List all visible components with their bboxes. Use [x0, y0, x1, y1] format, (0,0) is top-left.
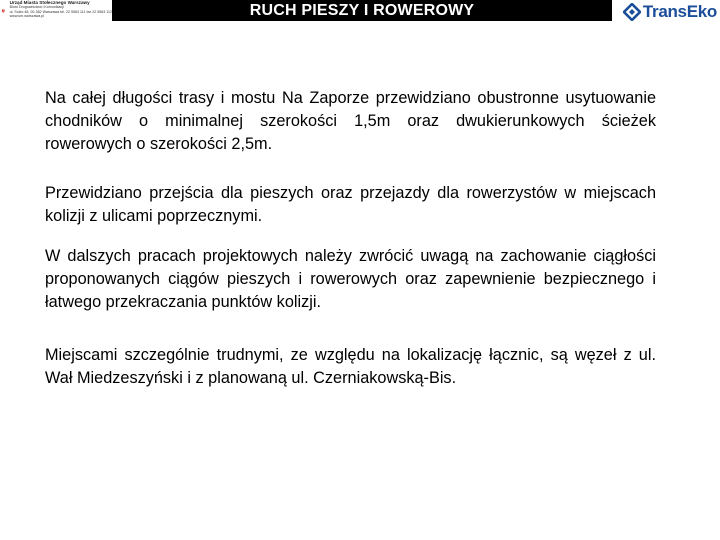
- paragraph-crossings: Przewidziano przejścia dla pieszych oraz przejazdy dla rowerzystów w miejscach kolizji z ulicami poprzecznymi.: [45, 184, 656, 225]
- header: [0, 0, 720, 24]
- city-office-line: Urząd Miasta Stołecznego Warszawy: [9, 0, 90, 5]
- transeko-mark-icon: [623, 3, 641, 21]
- city-office-text: [10, 1, 112, 18]
- warsaw-city-logo: [0, 0, 112, 22]
- transeko-name: TransEko: [642, 2, 717, 21]
- city-office-line: ul. Solec 48, 00-382 Warszawa tel. 22 5563 111 fax 22 5563 112: [9, 9, 112, 14]
- main-content: [45, 87, 656, 390]
- paragraph-sidewalks: Na całej długości trasy i mostu Na Zaporze przewidziano obustronne usytuowanie chodników o minimalnej szerokości 1,5m oraz dwukierunkowych ścieżek rowerowych o szerokości 2,5m.: [45, 89, 656, 153]
- paragraph-continuity: W dalszych pracach projektowych należy zwrócić uwagą na zachowanie ciągłości proponowanych ciągów pieszych i rowerowych oraz zapewnienie bezpiecznego i łatwego przekraczania punktów kolizji.: [45, 247, 656, 311]
- page-title: RUCH PIESZY I ROWEROWY: [249, 1, 475, 19]
- city-office-line: www.um.warszawa.pl: [9, 13, 44, 18]
- title-bar: [112, 0, 612, 21]
- paragraph-difficult-places: Miejscami szczególnie trudnymi, ze względu na lokalizację łącznic, są węzeł z ul. Wał Miedzeszyński i z planowaną ul. Czerniakowską-Bis.: [45, 346, 656, 387]
- warsaw-crest-icon: [2, 1, 5, 21]
- city-office-line: Biuro Drogownictwa i Komunikacji: [9, 5, 64, 10]
- transeko-logo: [623, 1, 717, 23]
